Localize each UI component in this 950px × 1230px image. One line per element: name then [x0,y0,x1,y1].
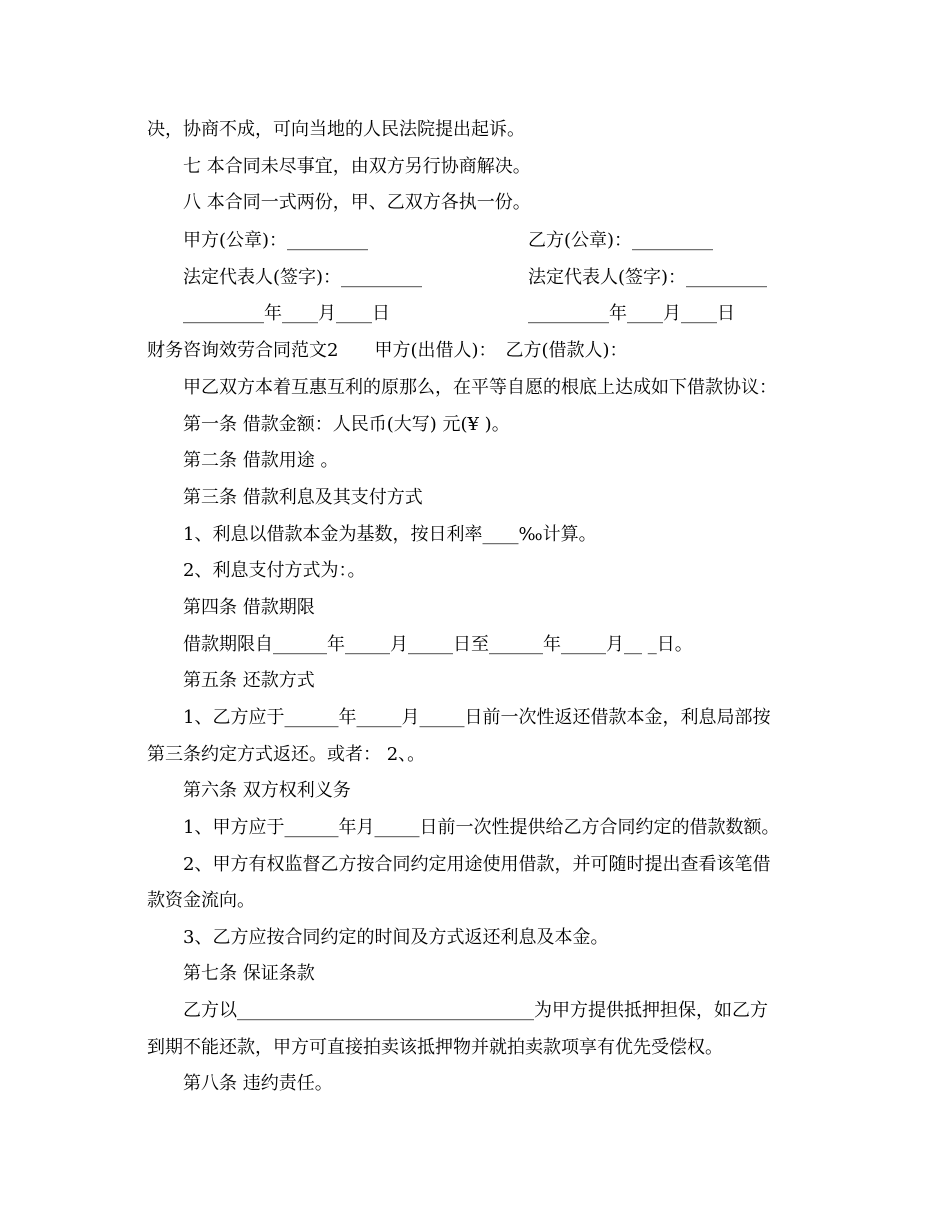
text-line: 决，协商不成，可向当地的人民法院提出起诉。 [147,119,525,140]
text-line: 1、乙方应于______年_____月_____日前一次性返还借款本金，利息局部按 [183,707,771,728]
clause-heading: 第七条 保证条款 [183,963,315,984]
text-line: 乙方以_________________________________为甲方提供抵押担保，如乙方 [183,1000,768,1021]
text-line: 八 本合同一式两份，甲、乙双方各执一份。 [183,192,531,213]
text-line: 甲乙双方本着互惠互利的原那么，在平等自愿的根底上达成如下借款协议： [183,377,777,398]
party-b-representative: 法定代表人(签字)：_________ [528,267,768,288]
text-line: 到期不能还款，甲方可直接拍卖该抵押物并就拍卖款项享有优先受偿权。 [147,1037,723,1058]
party-a-date: _________年____月____日 [183,303,390,324]
text-line: 借款期限自______年_____月_____日至______年_____月__ _日。 [183,634,693,655]
clause-heading: 第二条 借款用途 。 [183,450,339,471]
clause-heading: 第八条 违约责任。 [183,1073,333,1094]
clause-heading: 第五条 还款方式 [183,670,315,691]
text-line: 第三条约定方式返还。或者： 2、。 [147,744,426,765]
text-line: 1、甲方应于______年月_____日前一次性提供给乙方合同约定的借款数额。 [183,817,780,838]
text-line: 七 本合同未尽事宜，由双方另行协商解决。 [183,156,531,177]
party-a-representative: 法定代表人(签字)：_________ [183,267,423,288]
clause-heading: 第四条 借款期限 [183,597,315,618]
party-b-date: _________年____月____日 [528,303,735,324]
clause-heading: 第六条 双方权利义务 [183,780,351,801]
clause-heading: 第三条 借款利息及其支付方式 [183,487,423,508]
text-line: 3、乙方应按合同约定的时间及方式返还利息及本金。 [183,927,609,948]
text-line: 2、利息支付方式为：。 [183,560,366,581]
party-a-seal: 甲方(公章)：_________ [183,230,369,251]
text-line: 2、甲方有权监督乙方按合同约定用途使用借款，并可随时提出查看该笔借 [183,854,771,875]
text-line: 款资金流向。 [147,890,255,911]
clause-heading: 第一条 借款金额：人民币(大写) 元(¥ )。 [183,414,510,435]
text-line: 1、利息以借款本金为基数，按日利率____‰计算。 [183,524,597,545]
section-title: 财务咨询效劳合同范文2 甲方(出借人)： 乙方(借款人)： [147,340,628,361]
party-b-seal: 乙方(公章)：_________ [528,230,714,251]
